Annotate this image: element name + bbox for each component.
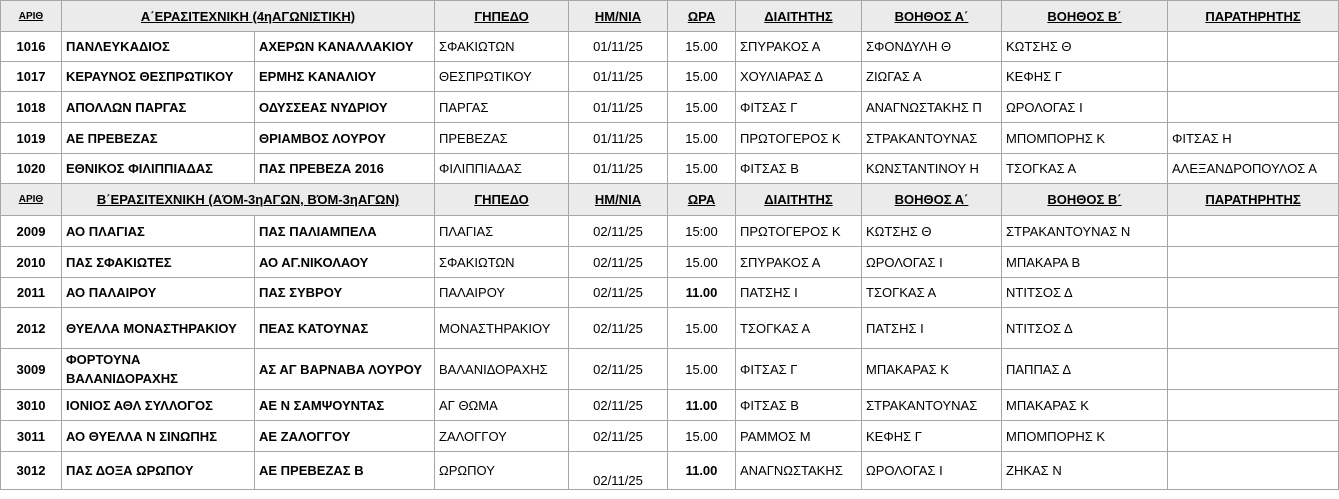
section-title-a: Α΄ΕΡΑΣΙΤΕΧΝΙΚΗ (4ηΑΓΩΝΙΣΤΙΚΗ) xyxy=(62,1,435,32)
match-time: 15.00 xyxy=(668,247,736,278)
referee: ΠΡΩΤΟΓΕΡΟΣ Κ xyxy=(736,123,862,154)
header-time: ΩΡΑ xyxy=(668,184,736,216)
match-time: 11.00 xyxy=(668,278,736,308)
assistant-b: ΚΕΦΗΣ Γ xyxy=(1002,62,1168,92)
home-team: ΕΘΝΙΚΟΣ ΦΙΛΙΠΠΙΑΔΑΣ xyxy=(62,154,255,184)
match-time: 15.00 xyxy=(668,62,736,92)
observer xyxy=(1168,216,1339,247)
match-date: 02/11/25 xyxy=(569,421,668,452)
venue: ΦΙΛΙΠΠΙΑΔΑΣ xyxy=(435,154,569,184)
match-time: 15.00 xyxy=(668,308,736,349)
match-time: 15.00 xyxy=(668,32,736,62)
table-row xyxy=(1,62,1339,92)
table-row xyxy=(1,92,1339,123)
header-venue: ΓΗΠΕΔΟ xyxy=(435,1,569,32)
home-team: ΚΕΡΑΥΝΟΣ ΘΕΣΠΡΩΤΙΚΟΥ xyxy=(62,62,255,92)
venue: ΣΦΑΚΙΩΤΩΝ xyxy=(435,32,569,62)
header-asst2: ΒΟΗΘΟΣ Β΄ xyxy=(1002,184,1168,216)
assistant-b: ΜΠΑΚΑΡΑ Β xyxy=(1002,247,1168,278)
match-date: 01/11/25 xyxy=(569,32,668,62)
header-date: ΗΜ/ΝΙΑ xyxy=(569,1,668,32)
referee: ΠΡΩΤΟΓΕΡΟΣ Κ xyxy=(736,216,862,247)
observer xyxy=(1168,452,1339,490)
assistant-b: ΜΠΑΚΑΡΑΣ Κ xyxy=(1002,390,1168,421)
away-team: ΑΕ ΠΡΕΒΕΖΑΣ Β xyxy=(255,452,435,490)
assistant-a: ΣΦΟΝΔΥΛΗ Θ xyxy=(862,32,1002,62)
header-id: ΑΡΙΘ xyxy=(1,1,62,32)
match-id: 1019 xyxy=(1,123,62,154)
referee: ΑΝΑΓΝΩΣΤΑΚΗΣ xyxy=(736,452,862,490)
assistant-a: ΣΤΡΑΚΑΝΤΟΥΝΑΣ xyxy=(862,123,1002,154)
table-row xyxy=(1,278,1339,308)
home-team: ΘΥΕΛΛΑ ΜΟΝΑΣΤΗΡΑΚΙΟΥ xyxy=(62,308,255,349)
match-date: 02/11/25 xyxy=(569,278,668,308)
assistant-a: ΣΤΡΑΚΑΝΤΟΥΝΑΣ xyxy=(862,390,1002,421)
home-team: ΑΟ ΠΛΑΓΙΑΣ xyxy=(62,216,255,247)
away-team: ΠΑΣ ΣΥΒΡΟΥ xyxy=(255,278,435,308)
header-id: ΑΡΙΘ xyxy=(1,184,62,216)
observer xyxy=(1168,349,1339,390)
venue: ΖΑΛΟΓΓΟΥ xyxy=(435,421,569,452)
home-team: ΦΟΡΤΟΥΝΑ ΒΑΛΑΝΙΔΟΡΑΧΗΣ xyxy=(62,349,255,390)
away-team: ΠΕΑΣ ΚΑΤΟΥΝΑΣ xyxy=(255,308,435,349)
header-referee: ΔΙΑΙΤΗΤΗΣ xyxy=(736,184,862,216)
assistant-b: ΤΣΟΓΚΑΣ Α xyxy=(1002,154,1168,184)
header-row-a xyxy=(1,1,1339,32)
header-asst1: ΒΟΗΘΟΣ Α΄ xyxy=(862,184,1002,216)
header-observer: ΠΑΡΑΤΗΡΗΤΗΣ xyxy=(1168,1,1339,32)
assistant-a: ΖΙΩΓΑΣ Α xyxy=(862,62,1002,92)
away-team: ΘΡΙΑΜΒΟΣ ΛΟΥΡΟΥ xyxy=(255,123,435,154)
match-time: 11.00 xyxy=(668,452,736,490)
header-asst2: ΒΟΗΘΟΣ Β΄ xyxy=(1002,1,1168,32)
match-date: 02/11/25 xyxy=(569,247,668,278)
away-team: ΠΑΣ ΠΑΛΙΑΜΠΕΛΑ xyxy=(255,216,435,247)
match-id: 3010 xyxy=(1,390,62,421)
match-id: 1018 xyxy=(1,92,62,123)
table-row xyxy=(1,349,1339,390)
table-row xyxy=(1,123,1339,154)
header-time: ΩΡΑ xyxy=(668,1,736,32)
venue: ΑΓ ΘΩΜΑ xyxy=(435,390,569,421)
observer: ΦΙΤΣΑΣ Η xyxy=(1168,123,1339,154)
home-team: ΑΠΟΛΛΩΝ ΠΑΡΓΑΣ xyxy=(62,92,255,123)
assistant-b: ΝΤΙΤΣΟΣ Δ xyxy=(1002,278,1168,308)
match-id: 2011 xyxy=(1,278,62,308)
referee: ΦΙΤΣΑΣ Β xyxy=(736,390,862,421)
assistant-a: ΤΣΟΓΚΑΣ Α xyxy=(862,278,1002,308)
assistant-b: ΖΗΚΑΣ Ν xyxy=(1002,452,1168,490)
assistant-a: ΜΠΑΚΑΡΑΣ Κ xyxy=(862,349,1002,390)
venue: ΠΑΛΑΙΡΟΥ xyxy=(435,278,569,308)
assistant-b: ΠΑΠΠΑΣ Δ xyxy=(1002,349,1168,390)
match-id: 1016 xyxy=(1,32,62,62)
assistant-b: ΣΤΡΑΚΑΝΤΟΥΝΑΣ Ν xyxy=(1002,216,1168,247)
observer xyxy=(1168,278,1339,308)
away-team: ΑΕ ΖΑΛΟΓΓΟΥ xyxy=(255,421,435,452)
referee: ΤΣΟΓΚΑΣ Α xyxy=(736,308,862,349)
venue: ΘΕΣΠΡΩΤΙΚΟΥ xyxy=(435,62,569,92)
observer xyxy=(1168,247,1339,278)
venue: ΠΛΑΓΙΑΣ xyxy=(435,216,569,247)
observer xyxy=(1168,92,1339,123)
referee: ΦΙΤΣΑΣ Β xyxy=(736,154,862,184)
away-team: ΑΧΕΡΩΝ ΚΑΝΑΛΛΑΚΙΟΥ xyxy=(255,32,435,62)
home-team: ΠΑΣ ΔΟΞΑ ΩΡΩΠΟΥ xyxy=(62,452,255,490)
venue: ΩΡΩΠΟΥ xyxy=(435,452,569,490)
home-team: ΑΕ ΠΡΕΒΕΖΑΣ xyxy=(62,123,255,154)
home-team: ΑΟ ΠΑΛΑΙΡΟΥ xyxy=(62,278,255,308)
match-time: 15.00 xyxy=(668,123,736,154)
assistant-b: ΜΠΟΜΠΟΡΗΣ Κ xyxy=(1002,421,1168,452)
match-time: 15.00 xyxy=(668,349,736,390)
header-venue: ΓΗΠΕΔΟ xyxy=(435,184,569,216)
venue: ΣΦΑΚΙΩΤΩΝ xyxy=(435,247,569,278)
match-id: 1020 xyxy=(1,154,62,184)
home-team: ΠΑΝΛΕΥΚΑΔΙΟΣ xyxy=(62,32,255,62)
referee: ΧΟΥΛΙΑΡΑΣ Δ xyxy=(736,62,862,92)
away-team: ΑΣ ΑΓ ΒΑΡΝΑΒΑ ΛΟΥΡΟΥ xyxy=(255,349,435,390)
match-date: 02/11/25 xyxy=(569,308,668,349)
match-time: 11.00 xyxy=(668,390,736,421)
header-asst1: ΒΟΗΘΟΣ Α΄ xyxy=(862,1,1002,32)
observer xyxy=(1168,32,1339,62)
away-team: ΠΑΣ ΠΡΕΒΕΖΑ 2016 xyxy=(255,154,435,184)
venue: ΠΑΡΓΑΣ xyxy=(435,92,569,123)
referee: ΣΠΥΡΑΚΟΣ Α xyxy=(736,247,862,278)
table-row xyxy=(1,452,1339,490)
venue: ΜΟΝΑΣΤΗΡΑΚΙΟΥ xyxy=(435,308,569,349)
assistant-a: ΑΝΑΓΝΩΣΤΑΚΗΣ Π xyxy=(862,92,1002,123)
home-team: ΑΟ ΘΥΕΛΛΑ Ν ΣΙΝΩΠΗΣ xyxy=(62,421,255,452)
assistant-b: ΝΤΙΤΣΟΣ Δ xyxy=(1002,308,1168,349)
header-referee: ΔΙΑΙΤΗΤΗΣ xyxy=(736,1,862,32)
header-row-b xyxy=(1,184,1339,216)
header-observer: ΠΑΡΑΤΗΡΗΤΗΣ xyxy=(1168,184,1339,216)
observer xyxy=(1168,308,1339,349)
assistant-b: ΚΩΤΣΗΣ Θ xyxy=(1002,32,1168,62)
match-time: 15:00 xyxy=(668,216,736,247)
table-row xyxy=(1,421,1339,452)
table-row xyxy=(1,308,1339,349)
referee: ΠΑΤΣΗΣ Ι xyxy=(736,278,862,308)
home-team: ΠΑΣ ΣΦΑΚΙΩΤΕΣ xyxy=(62,247,255,278)
away-team: ΑΟ ΑΓ.ΝΙΚΟΛΑΟΥ xyxy=(255,247,435,278)
match-id: 2010 xyxy=(1,247,62,278)
venue: ΒΑΛΑΝΙΔΟΡΑΧΗΣ xyxy=(435,349,569,390)
assistant-a: ΩΡΟΛΟΓΑΣ Ι xyxy=(862,452,1002,490)
assistant-a: ΚΩΝΣΤΑΝΤΙΝΟΥ Η xyxy=(862,154,1002,184)
match-date: 02/11/25 xyxy=(569,452,668,490)
referee: ΦΙΤΣΑΣ Γ xyxy=(736,92,862,123)
observer xyxy=(1168,421,1339,452)
match-date: 02/11/25 xyxy=(569,349,668,390)
referee: ΡΑΜΜΟΣ Μ xyxy=(736,421,862,452)
match-date: 01/11/25 xyxy=(569,92,668,123)
match-date: 01/11/25 xyxy=(569,62,668,92)
observer: ΑΛΕΞΑΝΔΡΟΠΟΥΛΟΣ Α xyxy=(1168,154,1339,184)
match-time: 15.00 xyxy=(668,92,736,123)
match-id: 3011 xyxy=(1,421,62,452)
match-id: 2012 xyxy=(1,308,62,349)
assistant-b: ΜΠΟΜΠΟΡΗΣ Κ xyxy=(1002,123,1168,154)
away-team: ΕΡΜΗΣ ΚΑΝΑΛΙΟΥ xyxy=(255,62,435,92)
assistant-a: ΚΩΤΣΗΣ Θ xyxy=(862,216,1002,247)
match-id: 3009 xyxy=(1,349,62,390)
match-id: 2009 xyxy=(1,216,62,247)
assistant-a: ΩΡΟΛΟΓΑΣ Ι xyxy=(862,247,1002,278)
referee: ΦΙΤΣΑΣ Γ xyxy=(736,349,862,390)
away-team: ΟΔΥΣΣΕΑΣ ΝΥΔΡΙΟΥ xyxy=(255,92,435,123)
table-row xyxy=(1,247,1339,278)
observer xyxy=(1168,62,1339,92)
assistant-b: ΩΡΟΛΟΓΑΣ Ι xyxy=(1002,92,1168,123)
venue: ΠΡΕΒΕΖΑΣ xyxy=(435,123,569,154)
match-date: 01/11/25 xyxy=(569,154,668,184)
table-row xyxy=(1,32,1339,62)
table-row xyxy=(1,216,1339,247)
assistant-a: ΠΑΤΣΗΣ Ι xyxy=(862,308,1002,349)
match-date: 02/11/25 xyxy=(569,216,668,247)
match-date: 02/11/25 xyxy=(569,390,668,421)
header-date: ΗΜ/ΝΙΑ xyxy=(569,184,668,216)
section-title-b: Β΄ΕΡΑΣΙΤΕΧΝΙΚΗ (ΑΌΜ-3ηΑΓΩΝ, ΒΌΜ-3ηΑΓΩΝ) xyxy=(62,184,435,216)
assistant-a: ΚΕΦΗΣ Γ xyxy=(862,421,1002,452)
away-team: ΑΕ Ν ΣΑΜΨΟΥΝΤΑΣ xyxy=(255,390,435,421)
match-time: 15.00 xyxy=(668,421,736,452)
match-id: 1017 xyxy=(1,62,62,92)
match-date: 01/11/25 xyxy=(569,123,668,154)
home-team: ΙΟΝΙΟΣ ΑΘΛ ΣΥΛΛΟΓΟΣ xyxy=(62,390,255,421)
table-row xyxy=(1,154,1339,184)
table-row xyxy=(1,390,1339,421)
observer xyxy=(1168,390,1339,421)
referee: ΣΠΥΡΑΚΟΣ Α xyxy=(736,32,862,62)
match-id: 3012 xyxy=(1,452,62,490)
match-time: 15.00 xyxy=(668,154,736,184)
